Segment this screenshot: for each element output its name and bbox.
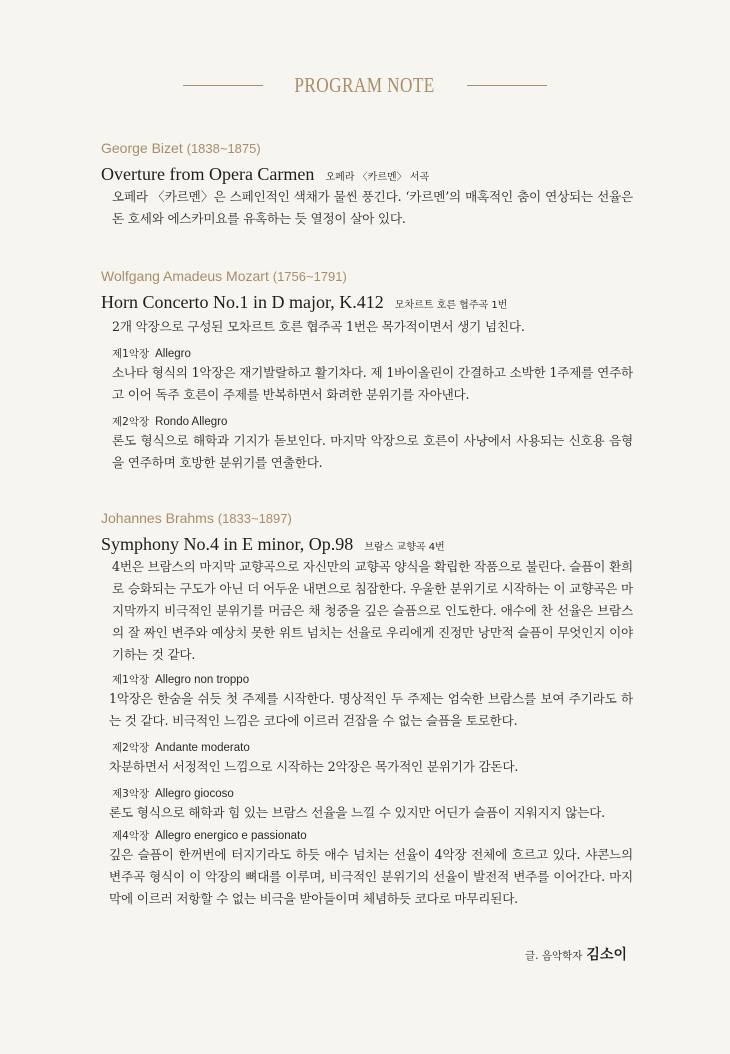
author-name: 김소이	[586, 947, 627, 963]
work-title-text: Symphony No.4 in E minor, Op.98	[101, 534, 354, 554]
movement-number: 제1악장	[112, 348, 150, 360]
movement-heading	[101, 740, 633, 756]
movement-name: Allegro energico e passionato	[155, 830, 307, 842]
work-description: 오페라 〈카르멘〉은 스페인적인 색채가 물씬 풍긴다. ‘카르멘’의 매혹적인 춤이 연상되는 선율은 돈 호세와 에스카미요를 유혹하는 듯 열정이 살아 있다.	[112, 189, 633, 226]
composer-name-text: Wolfgang Amadeus Mozart	[101, 268, 269, 284]
work-title	[101, 533, 633, 555]
movement-description: 1악장은 한숨을 쉬듯 첫 주제를 시작한다. 명상적인 두 주제는 엄숙한 브람스를 보여 주기라도 하는 것 같다. 비극적인 느낌은 코다에 이르러 걷잡을 수 없는 슬픔을 토로한다.	[109, 691, 633, 728]
composer-name	[101, 139, 633, 157]
composer-dates: (1756~1791)	[272, 269, 347, 284]
work-intro: 2개 악장으로 구성된 모차르트 호른 협주곡 1번은 목가적이면서 생기 넘친다.	[112, 319, 525, 334]
movement-number: 제2악장	[112, 416, 150, 428]
movement-number: 제1악장	[112, 674, 150, 686]
page-title: PROGRAM NOTE	[294, 72, 436, 97]
movement-heading	[101, 786, 633, 802]
section-brahms	[101, 509, 633, 910]
movement-heading	[101, 414, 633, 430]
movement-name: Rondo Allegro	[155, 416, 228, 428]
work-intro: 4번은 브람스의 마지막 교향곡으로 자신만의 교향곡 양식을 확립한 작품으로 불린다. 슬픔이 환희로 승화되는 구도가 아닌 더 어두운 내면으로 침잠한다. 우울한 분위기로 시작하는 이 교향곡은 마지막까지 비극적인 분위기를 머금은 채 청중을 깊은 슬픔으로 인도한다. 애수에 찬 선율은 브람스의 잘 짜인 변주와 예상치 못한 위트 넘치는 선율로 우리에게 진정만 낭만적 슬픔이 무엇인지 이야기하는 것 같다.	[112, 559, 633, 662]
header-left-rule	[183, 85, 263, 86]
movement-description: 차분하면서 서정적인 느낌으로 시작하는 2악장은 목가적인 분위기가 감돈다.	[109, 759, 519, 774]
work-title	[101, 291, 633, 313]
movement-name: Andante moderato	[155, 742, 250, 754]
composer-name	[101, 267, 633, 285]
work-korean-title: 모차르트 호른 협주곡 1번	[394, 300, 508, 311]
work-title-text: Horn Concerto No.1 in D major, K.412	[101, 292, 384, 312]
movement-description: 소나타 형식의 1악장은 재기발랄하고 활기차다. 제 1바이올린이 간결하고 소박한 1주제를 연주하고 이어 독주 호른이 주제를 반복하면서 화려한 분위기를 자아낸다.	[112, 365, 633, 402]
movement-heading	[101, 346, 633, 362]
movement-description: 론도 형식으로 해학과 기지가 돋보인다. 마지막 악장으로 호른이 사냥에서 사용되는 신호용 음형을 연주하며 호방한 분위기를 연출한다.	[112, 433, 633, 470]
author-role: 글. 음악학자	[525, 950, 583, 962]
movement-number: 제3악장	[112, 788, 150, 800]
movement-heading	[101, 828, 633, 844]
composer-dates: (1833~1897)	[217, 511, 292, 526]
movement-description: 깊은 슬픔이 한꺼번에 터지기라도 하듯 애수 넘치는 선율이 4악장 전체에 흐르고 있다. 샤콘느의 변주곡 형식이 이 악장의 뼈대를 이루며, 비극적인 분위기의 선율이 발전적 변주를 이어간다. 마지막에 이르러 저항할 수 없는 비극을 받아들이며 체념하듯 코다로 마무리된다.	[109, 847, 633, 906]
work-title-text: Overture from Opera Carmen	[101, 164, 315, 184]
page-header	[0, 70, 730, 100]
work-title	[101, 163, 633, 185]
movement-number: 제2악장	[112, 742, 150, 754]
movement-heading	[101, 672, 633, 688]
author-credit	[525, 944, 627, 964]
movement-description: 론도 형식으로 해학과 힘 있는 브람스 선율을 느낄 수 있지만 어딘가 슬픔이 지워지지 않는다.	[109, 805, 605, 820]
header-right-rule	[467, 85, 547, 86]
movement-name: Allegro non troppo	[155, 674, 250, 686]
movement-name: Allegro giocoso	[155, 788, 234, 800]
movement-number: 제4악장	[112, 830, 150, 842]
movement-name: Allegro	[155, 348, 191, 360]
work-korean-title: 브람스 교향곡 4번	[364, 542, 445, 553]
composer-name-text: Johannes Brahms	[101, 510, 214, 526]
section-mozart	[101, 267, 633, 474]
composer-dates: (1838~1875)	[186, 141, 261, 156]
work-korean-title: 오페라 〈카르멘〉 서곡	[325, 172, 430, 183]
section-bizet	[101, 139, 633, 230]
composer-name-text: George Bizet	[101, 140, 183, 156]
composer-name	[101, 509, 633, 527]
